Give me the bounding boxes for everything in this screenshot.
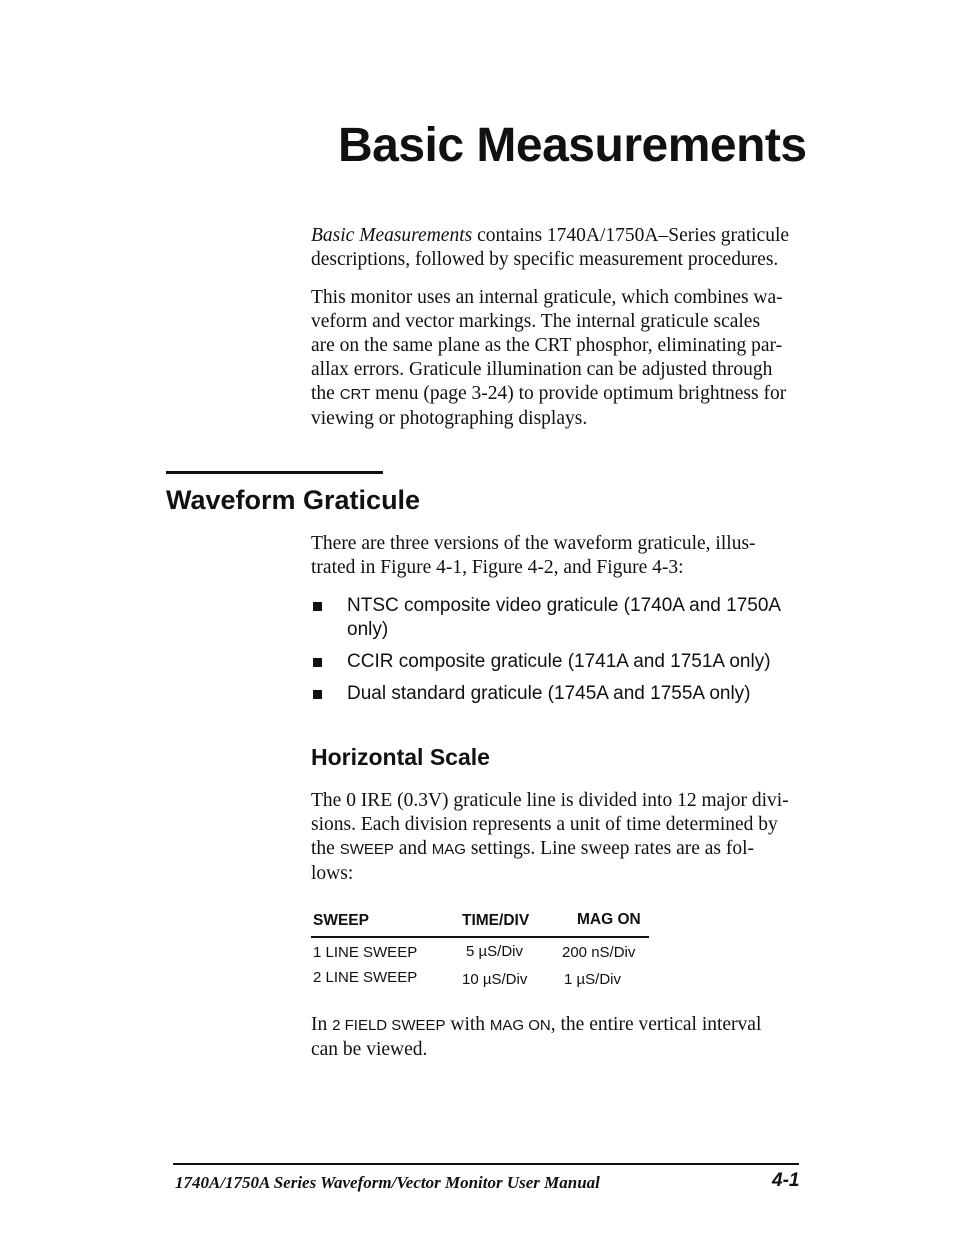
bullet-square-icon bbox=[313, 602, 322, 611]
bullet-square-icon bbox=[313, 658, 322, 667]
intro-paragraph-1: Basic Measurements contains 1740A/1750A–Series graticule descriptions, followed by specific measurement procedures. bbox=[311, 225, 790, 270]
graticule-list bbox=[311, 594, 826, 714]
section-rule bbox=[166, 471, 383, 474]
table-cell: 200 nS/Div bbox=[562, 944, 636, 961]
table-cell: 2 LINE SWEEP bbox=[313, 969, 418, 986]
table-cell: 1 LINE SWEEP bbox=[313, 944, 418, 961]
list-item: NTSC composite video graticule (1740A and 1750A only) bbox=[311, 594, 826, 642]
table-header-mag-on: MAG ON bbox=[577, 911, 641, 928]
table-cell: 1 µS/Div bbox=[564, 971, 621, 988]
footer-rule bbox=[173, 1163, 799, 1165]
intro-paragraph-2: This monitor uses an internal graticule, which combines wa- veform and vector markings. The internal graticule scales are on the same plane as the CRT phosphor, eliminating par- allax errors. Graticule illumination can be adjusted through the CRT menu (page 3-24) to provide optimum brightness for viewing or photographing displays. bbox=[311, 287, 787, 429]
section-paragraph: There are three versions of the waveform graticule, illus- trated in Figure 4-1, Figure 4-2, and Figure 4-3: bbox=[311, 533, 756, 578]
chapter-title: Basic Measurements bbox=[338, 119, 807, 172]
list-item: Dual standard graticule (1745A and 1755A only) bbox=[311, 682, 826, 706]
bullet-square-icon bbox=[313, 690, 322, 699]
table-header-rule bbox=[311, 936, 649, 938]
field-sweep-note: In 2 FIELD SWEEP with MAG ON, the entire vertical interval can be viewed. bbox=[311, 1014, 762, 1060]
crt-menu-name: CRT bbox=[339, 386, 371, 403]
table-cell: 5 µS/Div bbox=[466, 943, 523, 960]
subsection-heading: Horizontal Scale bbox=[311, 744, 490, 770]
page-number: 4-1 bbox=[772, 1170, 800, 1191]
list-item: CCIR composite graticule (1741A and 1751A only) bbox=[311, 650, 826, 674]
section-heading: Waveform Graticule bbox=[166, 485, 421, 515]
table-header-time-div: TIME/DIV bbox=[462, 912, 530, 929]
table-cell: 10 µS/Div bbox=[462, 971, 528, 988]
footer-manual-title: 1740A/1750A Series Waveform/Vector Monitor User Manual bbox=[175, 1173, 600, 1192]
intro-italic-title: Basic Measurements bbox=[311, 225, 473, 246]
subsection-paragraph: The 0 IRE (0.3V) graticule line is divided into 12 major divi- sions. Each division represents a unit of time determined by the SWEEP and MAG settings. Line sweep rates are as fol- lows: bbox=[311, 790, 789, 884]
table-header-sweep: SWEEP bbox=[313, 912, 369, 929]
